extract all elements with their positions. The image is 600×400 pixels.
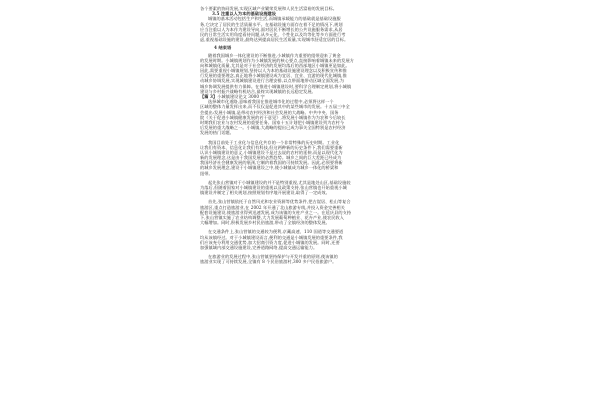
body-line: 认识小城镇建设的意义,小城镇建设不是过去说的农村的延伸,而是以现代化为 — [200, 149, 343, 155]
body-line: 城镇的基本活动包括生产和生活,而城镇承载能力的基础就是基础设施服 — [208, 16, 341, 22]
body-line: 们应该充分利用交通优势,加大招商引资力度,促进小城镇的发展。同时,还要 — [200, 239, 340, 245]
text-column — [200, 6, 398, 264]
body-line: 行发展的重要理念,真正地将小城镇建设成为宜居、宜业、宜游的现代化城镇,推 — [200, 73, 347, 79]
sample-title: 小城镇建设论文 3000 字 — [217, 94, 265, 99]
body-line: 动城乡协调发展,实现城镇建设进行合理安排,以点带面地带动区域全面发展,为 — [200, 78, 344, 84]
body-line: 大幅增加。同时,积极发展乡村民俗旅游,带动了全镇经济的整体发展。 — [200, 220, 330, 226]
sample-tag: 【篇 3】 — [200, 94, 218, 99]
section-heading: 3.5 注重以人为本的基础设施建设 — [212, 11, 277, 17]
body-line: 我国目前处于工业化与信息化共存的一个非常特殊的历史时期。工业化 — [208, 139, 340, 145]
body-line: 因此,需要重视小城镇规划,坚持以人为本的基础设施建设理念以及积极宣传和推 — [200, 68, 347, 74]
body-line: 旅游业实现了可持续发展,全镇有 8 个民俗旅游村,300 多户民俗旅游户。 — [200, 259, 337, 265]
body-line: 为落后,但随着国家对小城镇建设的重视以及政策支持,张山营镇也开始重视小城 — [200, 185, 347, 190]
body-line: 在交通条件上,张山营镇的交通较为便利,京藏高速、110 国道等交通要道 — [208, 229, 344, 235]
body-line: 建设与乡村振兴战略有机结合,最终实现城镇的长远稳定发展。 — [200, 88, 316, 94]
body-line: 会提出:发展小城镇,是带动农村经济和社会发展的大战略。中共中央、国务 — [200, 109, 339, 115]
body-line: 民的日常生活实用角度看待问题,从多元化、个性化以及均等化等多方面进行考 — [200, 31, 346, 37]
body-line: 纽带。 — [200, 170, 213, 176]
body-line: 让我们有资本、信息化让我们有科技,但这两种新的历史条件下,我们需要重新 — [200, 144, 343, 150]
body-line: 首先,张山营镇依托于自然风光和农业资源等优势条件,把古崖居、松山等复合 — [208, 199, 351, 205]
body-line: 务,它决定了居民的生活质量水平。在基础设施方面存在着不足的情况下,规划 — [200, 21, 343, 27]
body-line: 配套设施建设,使旅游业得到迅速发展,成为该镇的支柱产业之一。在延庆县的支持 — [200, 209, 352, 215]
body-line: 院《关于促进小城镇健康发展的若干意见》,将发展小城镇作为为农和今后较长 — [200, 114, 346, 120]
body-line: 区域的整体力量发挥出来,而不仅仅是促进其中的某些城市的发展。十五届三中全 — [200, 104, 350, 110]
body-line: 城乡协调发展提供有力保障。在推进小城镇建设时,要科学合理制定规划,将小城镇 — [200, 83, 352, 89]
body-line: 选择城市化道路,意味着我国在推进城市化的过程中,必须将这样一个 — [208, 99, 334, 105]
body-line: 向和城镇化质量,尤其是对于社会经济的发展均落后的西部地区小城镇更是如此。 — [200, 62, 350, 68]
section-heading: 4 结束语 — [214, 45, 232, 51]
body-line: 时期我们农业与农村发展的重要任务。国家十五计划把小城镇建设列为农村今 — [200, 119, 345, 125]
body-line: 后发展的重大战略之一。小城镇,大战略的提出已成为事关全国特别是农村经济 — [200, 125, 346, 131]
body-line: 各个要素的协同发展,实现区域产业繁荣发展和人民生活富裕的发展目标。 — [200, 6, 337, 11]
body-line: 均从该镇经过。对于小城镇建设而言,便利的交通是小城镇发展的重要条件,我 — [200, 234, 343, 240]
body-line: 在旅游业的发展过程中,张山营镇坚持保护与开发并重的原则,使该镇的 — [208, 254, 338, 260]
body-line: 随着我国城乡一体化建设的不断推进,小城镇作为重要的组带迎来了黄金 — [208, 52, 341, 58]
body-line: 应当注重以人为本作为建设导向,面对居民不断增长的公共设施服务需求,从居 — [200, 26, 343, 32]
body-line: 发展的热门话题。 — [200, 130, 234, 136]
body-line: 虑,重视基础设施的建设,最终达到提高居民生活质量,实现城市舒适宜居的目标。 — [200, 37, 349, 43]
body-line: 新的发展理念,这是由于我国发展的必然趋势。城乡之间的巨大差距已经成为 — [200, 155, 342, 161]
body-line: 镇建设并制定了相关规划,按照规划有序地开展建设,取得了一定成效。 — [200, 190, 330, 196]
body-line: 起先张山营镇对于小城镇建设的并不是特别重视,尤其是地处山区,基础设施较 — [208, 179, 351, 185]
body-line: 下,张山营镇实施了农业结构调整,大力发展葡萄种植业、花卉产业,使农民收入 — [200, 214, 344, 220]
body-line: 我国经济社会健康发展的瓶颈,它制约着我国的可持续发展。因此,必须要将新 — [200, 160, 343, 166]
body-line: 加强镇域内部交通设施建设,完善道路网络,提高交通运输能力。 — [200, 244, 318, 250]
body-line: 的城乡发展理念,建设于小城镇建设之中,使小城镇成为城乡一体化的桥梁和 — [200, 165, 339, 171]
body-line: 的发展时期。小城镇规划作为小城镇发展的核心要点,直接影响着城镇未来的发展方 — [200, 57, 354, 63]
body-line: 旅游区,重点打造旅游业,在 2002 年开通了北山旅游专线,并投入资金完善相关 — [200, 204, 345, 210]
